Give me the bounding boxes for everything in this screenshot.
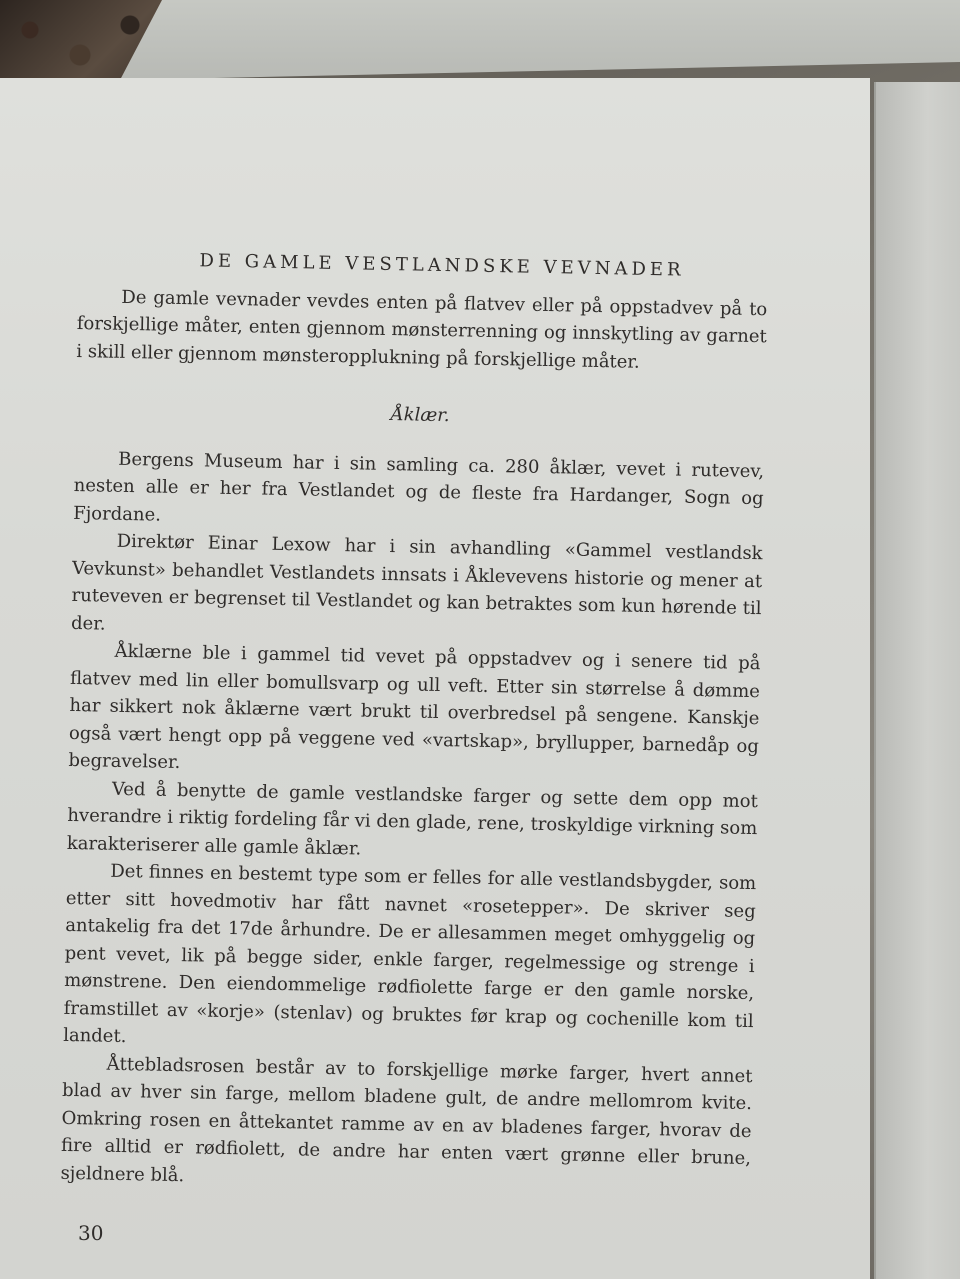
body-paragraph: Det finnes en bestemt type som er felles for alle vestlandsbygder, som etter sitt hovedmotiv har fått navnet «rosetepper». De skriver seg antakelig fra det 17de århundre. De er allesammen meget omhyggelig og pent vevet, lik på begge sider, enkle farger, regelmessige og strenge i mønstrene. Den eiendommelige rødfiolette farge er den gamle norske, framstillet av «korje» (stenlav) og bruktes før krap og cochenille kom til landet. [62, 860, 757, 1048]
adjacent-page-edge [874, 82, 960, 1279]
body-paragraph: Bergens Museum har i sin samling ca. 280 åklær, vevet i rutevev, nesten alle er her fra Vestlandet og de fleste fra Hardanger, Sogn og Fjordane. [73, 448, 765, 526]
intro-paragraph: De gamle vevnader vevdes enten på flatvev eller på oppstadvev på to forskjellige måter, enten gjennom mønsterrenning og innskytling av garnet i skill eller gjennom mønsteropplukning på forskjellige måter. [76, 286, 768, 373]
body-paragraph: Åttebladsrosen består av to forskjellige mørke farger, hvert annet blad av hver sin farge, mellom bladene gult, de andre mellomrom kvite. Omkring rosen en åttekantet ramme av en av bladenes farger, hvorav de fire alltid er rødfiolett, de andre har enten vært grønne eller brune, sjeldnere blå. [60, 1053, 753, 1186]
body-paragraph: Ved å benytte de gamle vestlandske farger og sette dem opp mot hverandre i riktig fordeling får vi den glade, rene, troskyldige virkning som karakteriserer alle gamle åklær. [66, 778, 759, 860]
page-text-block [60, 160, 770, 1200]
section-heading: Åklær. [390, 404, 450, 427]
body-paragraph: Åklærne ble i gammel tid vevet på oppstadvev og i senere tid på flatvev med lin eller bomullsvarp og ull veft. Etter sin størrelse å dømme har sikkert nok åklærne vært brukt til overbredsel på sengene. Kanskje også vært hengt opp på veggene ved «vartskap», bryllupper, barnedåp og begravelser. [68, 640, 761, 774]
chapter-title: DE GAMLE VESTLANDSKE VEVNADER [199, 250, 685, 281]
body-paragraph: Direktør Einar Lexow har i sin avhandling «Gammel vestlandsk Vevkunst» behandlet Vestlandets innsats i Åklevevens historie og mener at ruteveven er begrenset til Vestlandet og kan betraktes som kun hørende til der. [70, 530, 763, 635]
page-number: 30 [78, 1221, 104, 1245]
